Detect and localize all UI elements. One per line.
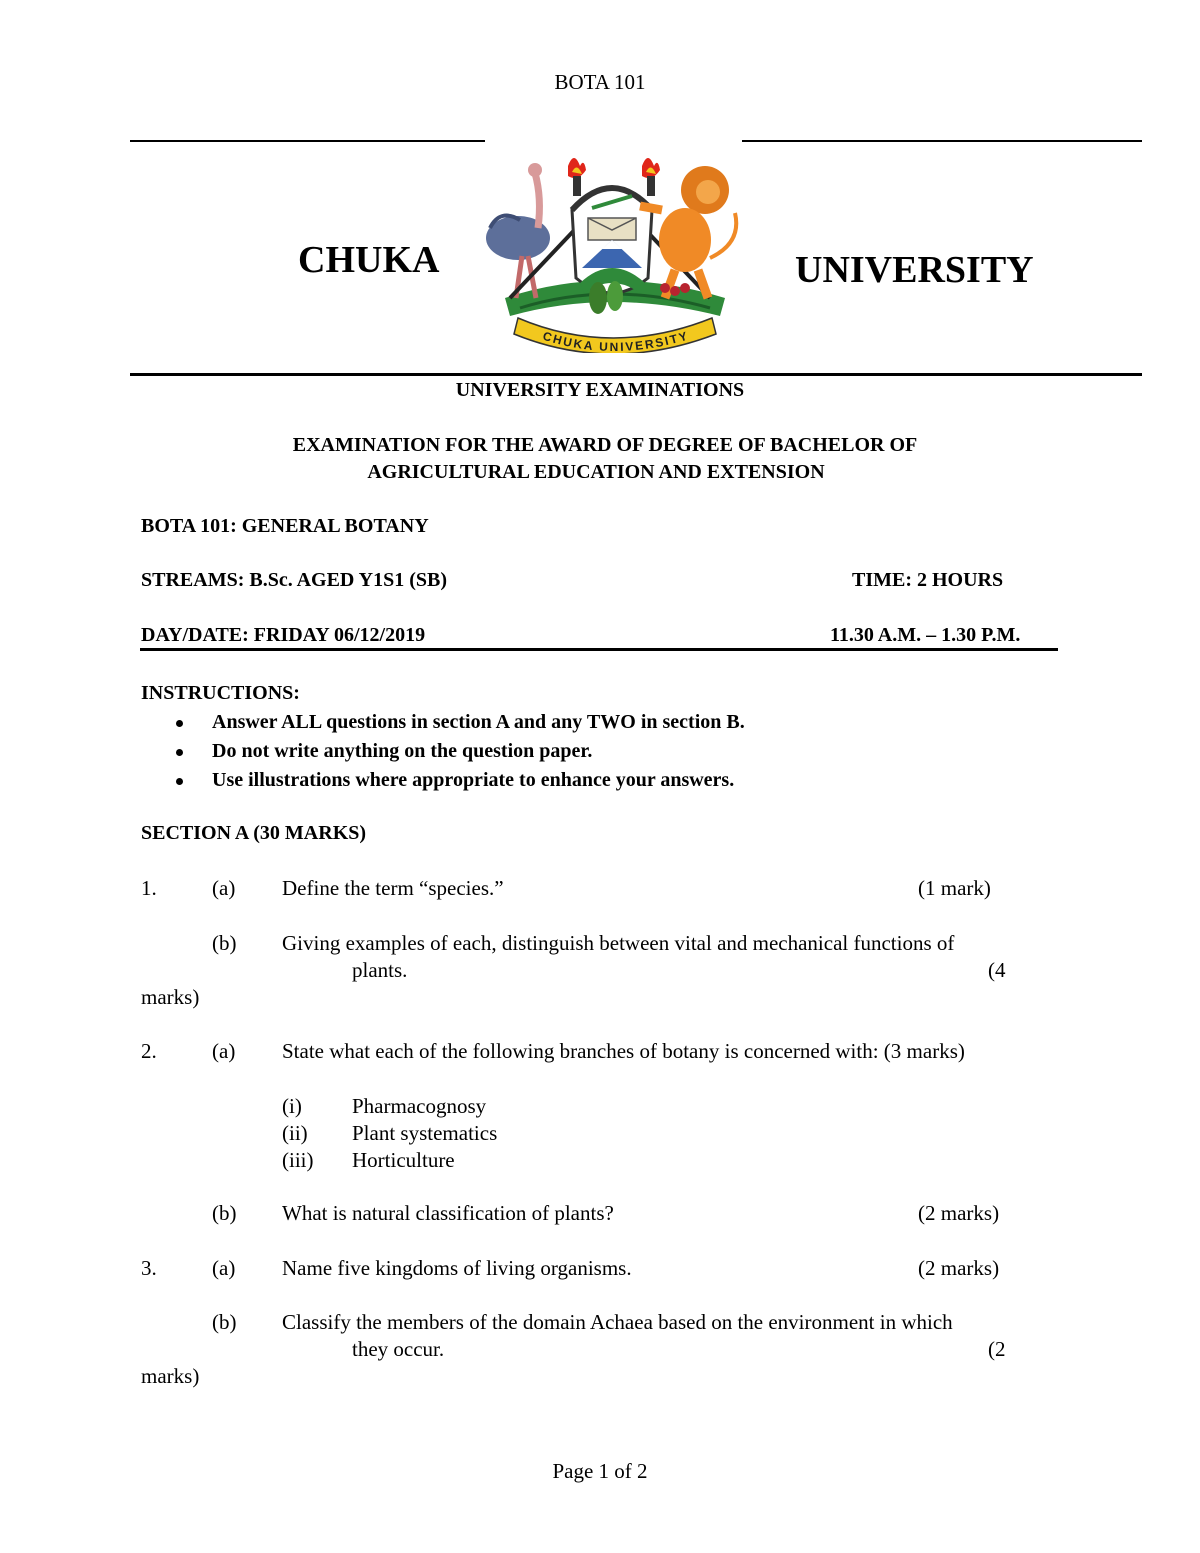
exam-day-date: DAY/DATE: FRIDAY 06/12/2019 <box>141 624 426 646</box>
university-crest <box>480 148 745 353</box>
course-title: BOTA 101: GENERAL BOTANY <box>141 515 429 537</box>
exam-heading: UNIVERSITY EXAMINATIONS <box>455 379 745 401</box>
part-text: What is natural classification of plants? <box>282 1201 614 1225</box>
sub-item-text: Pharmacognosy <box>352 1094 487 1118</box>
part-text-continuation: they occur. <box>352 1337 445 1361</box>
part-marks-wrap: marks) <box>141 985 200 1009</box>
exam-time: TIME: 2 HOURS <box>852 569 1004 591</box>
torch-right-icon <box>642 158 660 196</box>
logo-word-left: CHUKA <box>298 239 440 281</box>
instruction-item <box>212 740 592 763</box>
part-marks: (4 <box>988 958 1006 982</box>
part-label: (a) <box>212 1256 236 1280</box>
part-label: (a) <box>212 876 236 900</box>
question-number: 1. <box>141 876 157 900</box>
ribbon-text: CHUKA UNIVERSITY <box>541 328 691 353</box>
part-marks: (2 marks) <box>918 1201 1000 1225</box>
question-number: 2. <box>141 1039 157 1063</box>
ostrich-icon <box>486 163 550 298</box>
page-number: Page 1 of 2 <box>552 1459 648 1483</box>
part-marks: (2 marks) <box>918 1256 1000 1280</box>
part-text: Classify the members of the domain Achaea based on the environment in which <box>282 1310 953 1334</box>
shield-icon <box>572 188 652 293</box>
sub-item-label: (i) <box>282 1094 302 1118</box>
section-a-title: SECTION A (30 MARKS) <box>141 822 367 844</box>
instruction-text: Answer ALL questions in section A and any TWO in section B. <box>212 711 745 733</box>
torch-left-icon <box>568 158 586 196</box>
top-rule-left <box>130 140 485 142</box>
part-text: Define the term “species.” <box>282 876 504 900</box>
sub-item-text: Plant systematics <box>352 1121 498 1145</box>
award-line-1: EXAMINATION FOR THE AWARD OF DEGREE OF BACHELOR OF <box>292 434 918 456</box>
sub-item-label: (ii) <box>282 1121 308 1145</box>
part-marks: (1 mark) <box>918 876 991 900</box>
instructions-title: INSTRUCTIONS: <box>141 682 300 704</box>
instruction-text: Use illustrations where appropriate to enhance your answers. <box>212 769 735 791</box>
question-number: 3. <box>141 1256 157 1280</box>
exam-hours: 11.30 A.M. – 1.30 P.M. <box>830 624 1021 646</box>
instruction-item <box>212 711 745 734</box>
part-text: State what each of the following branches of botany is concerned with: (3 marks) <box>282 1039 965 1063</box>
sub-item-label: (iii) <box>282 1148 314 1172</box>
bullet-icon <box>176 749 183 756</box>
bullet-icon <box>176 778 183 785</box>
part-label: (b) <box>212 1201 237 1225</box>
top-rule-right <box>742 140 1142 142</box>
part-marks-wrap: marks) <box>141 1364 200 1388</box>
part-label: (a) <box>212 1039 236 1063</box>
sub-item-text: Horticulture <box>352 1148 455 1172</box>
award-line-2: AGRICULTURAL EDUCATION AND EXTENSION <box>367 461 825 483</box>
instruction-text: Do not write anything on the question paper. <box>212 740 593 762</box>
part-label: (b) <box>212 931 237 955</box>
bullet-icon <box>176 720 183 727</box>
part-text-continuation: plants. <box>352 958 408 982</box>
logo-word-right: UNIVERSITY <box>795 249 1034 291</box>
part-text: Giving examples of each, distinguish between vital and mechanical functions of <box>282 931 955 955</box>
part-marks: (2 <box>988 1337 1006 1361</box>
details-rule <box>140 648 1058 651</box>
part-text: Name five kingdoms of living organisms. <box>282 1256 632 1280</box>
running-header: BOTA 101 <box>554 70 646 94</box>
streams: STREAMS: B.Sc. AGED Y1S1 (SB) <box>141 569 447 591</box>
part-label: (b) <box>212 1310 237 1334</box>
instruction-item <box>212 769 734 792</box>
crest-underline <box>130 373 1142 376</box>
